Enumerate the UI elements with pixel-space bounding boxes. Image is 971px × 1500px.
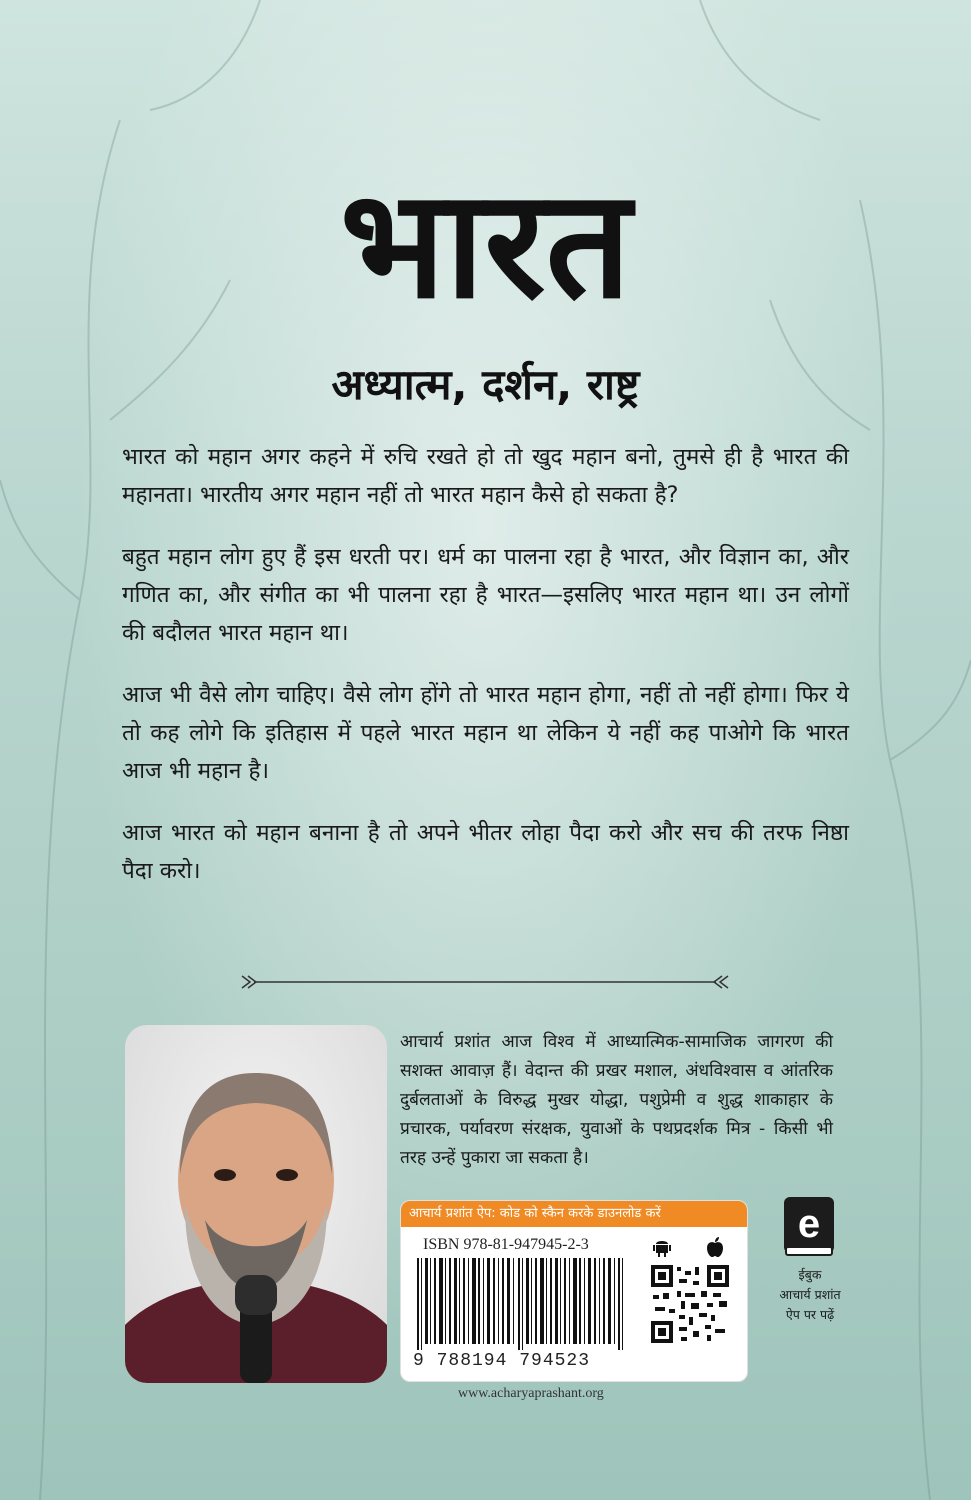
book-subtitle: अध्यात्म, दर्शन, राष्ट्र xyxy=(331,360,640,409)
author-photo xyxy=(125,1025,387,1383)
apple-icon xyxy=(706,1237,724,1262)
ebook-line-3: ऐप पर पढ़ें xyxy=(785,1307,835,1322)
ebook-icon xyxy=(782,1195,838,1259)
blurb-paragraph: आज भी वैसे लोग चाहिए। वैसे लोग होंगे तो भारत महान होगा, नहीं तो नहीं होगा। फिर ये तो कह लोगे कि इतिहास में पहले भारत महान था लेकिन ये नहीं कह पाओगे कि भारत आज भी महान है। xyxy=(122,682,849,784)
isbn-digits: 9 788194 794523 xyxy=(413,1351,591,1371)
blurb-paragraph: आज भारत को महान बनाना है तो अपने भीतर लोहा पैदा करो और सच की तरफ निष्ठा पैदा करो। xyxy=(122,820,849,884)
ornamental-divider xyxy=(240,972,730,992)
book-title: भारत xyxy=(339,158,632,332)
ebook-line-1: ईबुक xyxy=(798,1267,822,1282)
blurb-paragraph: भारत को महान अगर कहने में रुचि रखते हो तो खुद महान बनो, तुमसे ही है भारत की महानता। भारतीय अगर महान नहीं तो भारत महान कैसे हो सकता है? xyxy=(122,444,849,508)
ebook-letter: e xyxy=(797,1202,821,1246)
barcode-bars xyxy=(415,1258,635,1350)
blurb xyxy=(122,438,849,914)
website-url: www.acharyaprashant.org xyxy=(458,1386,604,1401)
barcode-panel xyxy=(400,1200,748,1382)
android-icon xyxy=(653,1237,671,1262)
app-download-banner: आचार्य प्रशांत ऐप: कोड को स्कैन करके डाउनलोड करें xyxy=(401,1201,747,1227)
author-bio: आचार्य प्रशांत आज विश्व में आध्यात्मिक-सामाजिक जागरण की सशक्त आवाज़ हैं। वेदान्त की प्रखर मशाल, अंधविश्वास व आंतरिक दुर्बलताओं के विरुद्ध मुखर योद्धा, पशुप्रेमी व शुद्ध शाकाहार के प्रचारक, पर्यावरण संरक्षक, युवाओं के पथप्रदर्शक मित्र - किसी भी तरह उन्हें पुकारा जा सकता है। xyxy=(400,1032,833,1168)
ebook-line-2: आचार्य प्रशांत xyxy=(779,1287,841,1302)
isbn-label: ISBN 978-81-947945-2-3 xyxy=(423,1236,589,1253)
blurb-paragraph: बहुत महान लोग हुए हैं इस धरती पर। धर्म का पालना रहा है भारत, और विज्ञान का, और गणित का, और संगीत का भी पालना रहा है भारत—इसलिए भारत महान था। उन लोगों की बदौलत भारत महान था। xyxy=(122,544,849,646)
ebook-badge xyxy=(770,1195,850,1325)
qr-code xyxy=(651,1265,729,1343)
